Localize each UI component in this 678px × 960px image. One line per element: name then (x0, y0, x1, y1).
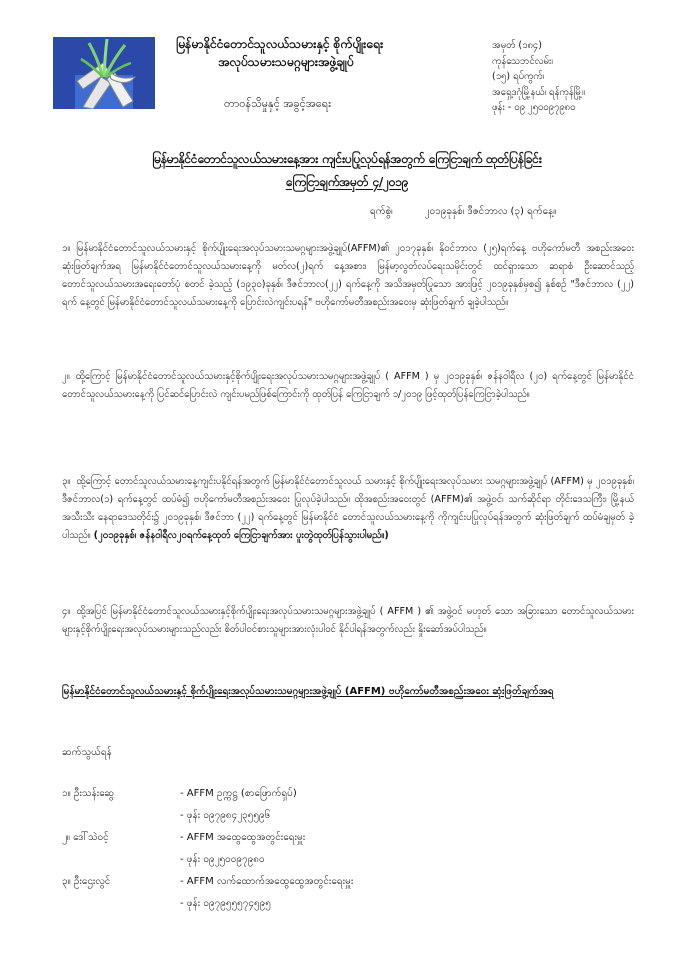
paragraph-number: ၄။ (62, 606, 71, 617)
contact-role: - AFFM ဥက္ကဋ္ဌ (စာဖြောက်ရှပ်) (180, 788, 297, 799)
address-block (492, 38, 672, 116)
paragraph-3 (62, 473, 634, 545)
signature-statement: မြန်မာနိုင်ငံတောင်သူလယ်သမားနှင့် စိုက်ပျိုးရေးအလုပ်သမားသမဂ္ဂများအဖွဲ့ချုပ် (AFFM) ဗဟိုကော်မတီအစည်းအဝေး ဆုံးဖြတ်ချက်အရ (62, 686, 554, 697)
contact-phone: - ဖုန်း ၀၉၂၅၀၀၉၇၉၈၀ (180, 854, 265, 865)
contact-name: ၂။ ဒေါ်သဲဝင့် (62, 832, 109, 843)
address-line: ကုန်သေဘင်လမ်း၊ (492, 55, 553, 67)
contact-role: - AFFM အထွေထွေအတွင်းရေးမှူး (180, 832, 306, 843)
organization-motto: တာဝန်သိမှုနှင့် အခွင့်အရေး (224, 97, 331, 110)
document-date (370, 204, 556, 219)
paragraph-number: ၃။ (62, 476, 71, 487)
paragraph-text: ထို့ကြောင့် တောင်သူလယ်သမားနေ့ကျင်းပနိုင်ရန်အတွက် မြန်မာနိုင်ငံတောင်သူလယ် သမားနှင့် စိုက်ပျိုးရေးအလုပ်သမား သမဂ္ဂများအဖွဲ့ချုပ် (AFFM) မှ ၂၀၁၉ခုနှစ်၊ ဒီဇင်ဘာလ(၁) ရက်နေ့တွင် ထပ်မံ၍ ဗဟိုကော်မတီအစည်းအဝေး ပြုလုပ်ခဲ့ပါသည်။ ထိုအစည်းအဝေးတွင် (AFFM)၏ အဖွဲ့ဝင်၊ သက်ဆိုင်ရာ တိုင်းဒေသကြီး၊ မြို့နယ်အသီးသီး နေရာဒေသတိုင်း၌ ၂၀၁၉ခုနှစ်၊ ဒီဇင်ဘာ (၂၂) ရက်နေ့တွင် မြန်မာနိုင်ငံ တောင်သူလယ်သမားနေ့ကို ကိုကျင်းပပြုလုပ်ရန်အတွက် ဆုံးဖြတ်ချက် ထပ်မံချမှတ် ခဲ့ပါသည်။ (62, 476, 634, 541)
paragraph-text: ထို့အပြင် မြန်မာနိုင်ငံတောင်သူလယ်သမားနှင့်စိုက်ပျိုးရေးအလုပ်သမားသမဂ္ဂများအဖွဲ့ချုပ် ( AFFM ) ၏ အဖွဲ့ဝင် မဟုတ် သော အခြားသော တောင်သူလယ်သမားများနှင့်စိုက်ပျိုးရေးအလုပ်သမားများသည်လည်း စိတ်ပါဝင်စားသူများအားလုံးပါဝင် နိုင်ပါရန်အတွက်လည်း နှိုးဆော်အပ်ပါသည်။ (62, 606, 634, 635)
contact-role: - AFFM လက်ထောက်အထွေထွေအတွင်းရေးမှူး (180, 876, 354, 887)
contact-phone: - ဖုန်း ၀၉၇၉၅၅၅၇၄၅၉၅ (180, 898, 271, 909)
paragraph-bold-note: (၂၀၁၉ခုနှစ်၊ ဇန်နဝါရီလ၂၀ရက်နေ့ထုတ် ကြေငြာချက်အား ပူးတွဲထုတ်ပြန်သွားပါမည်။) (93, 530, 389, 541)
contact-name: ၃။ ဦးဌေးလွင် (62, 876, 111, 887)
paragraph-text: ထို့ကြောင့် မြန်မာနိုင်ငံတောင်သူလယ်သမားနှင့်စိုက်ပျိုးရေးအလုပ်သမားသမဂ္ဂများအဖွဲ့ချုပ် ( AFFM ) မှ ၂၀၁၉ခုနှစ်၊ ဇန်နဝါရီလ (၂၀) ရက်နေ့တွင် မြန်မာနိုင်ငံတောင်သူလယ်သမားနေ့ကို ပြင်ဆင်ပြောင်းလဲ ကျင်းပမည်ဖြစ်ကြောင်းကို ထုတ်ပြန် ကြေငြာချက် ၁/၂၀၁၉ ဖြင့်ထုတ်ပြန်ကြေငြာခဲ့ပါသည်။ (62, 371, 634, 400)
paragraph-1 (62, 240, 634, 312)
date-value: ၂၀၁၉ခုနှစ်၊ ဒီဇင်ဘာလ (၃) ရက်နေ့။ (424, 206, 557, 217)
organization-header (176, 35, 466, 112)
date-label: ရက်စွဲ၊ (370, 206, 393, 217)
address-line: အရှေ့ဒဂုံမြို့နယ်၊ ရန်ကုန်မြို့။ (492, 86, 586, 98)
paragraph-text: မြန်မာနိုင်ငံတောင်သူလယ်သမားနှင့် စိုက်ပျိုးရေးအလုပ်သမားသမဂ္ဂများအဖွဲ့ချုပ်(AFFM)၏ ၂၀၁၇ခုနှစ်၊ နိုဝင်ဘာလ (၂၅)ရက်နေ့ ဗဟိုကော်မတီ အစည်းအဝေးဆုံးဖြတ်ချက်အရ မြန်မာနိုင်ငံတောင်သူလယ်သမားနေ့ကို မတ်လ(၂)ရက် နေ့အစား၊ မြန်မာ့လွတ်လပ်ရေးသမိုင်းတွင် ထင်ရှားသော ဆရာစံ ဦးဆောင်သည့် တောင်သူလယ်သမားအရေးတော်ပုံ စတင် ခဲ့သည့် (၁၉၃၀)ခုနှစ်၊ ဒီဇင်ဘာလ(၂၂) ရက်နေ့ကို အသိအမှတ်ပြုသော အားဖြင့် ၂၀၁၉ခုနှစ်မှစ၍ နှစ်စဉ် "ဒီဇင်ဘာလ (၂၂) ရက် နေ့တွင် မြန်မာနိုင်ငံတောင်သူလယ်သမားနေ့ကို ပြောင်းလဲကျင်းပရန်" ဗဟိုကော်မတီအစည်းအဝေးမှ ဆုံးဖြတ်ချက် ချခဲ့ပါသည်။ (62, 243, 634, 308)
contact-phone: - ဖုန်း ၀၉၇၉၈၄၂၃၅၅၉၆ (180, 810, 271, 821)
address-line: (၁၅) ရပ်ကွက်၊ (492, 71, 545, 82)
phone-line: ဖုန်း - ၀၉ ၂၅၀၀၉၇၉၈၀ (492, 102, 576, 113)
contact-heading: ဆက်သွယ်ရန် (62, 747, 112, 758)
paragraph-number: ၁။ (62, 243, 71, 254)
paragraph-4 (62, 603, 634, 639)
paragraph-2 (62, 368, 634, 404)
title-line1: မြန်မာနိုင်ငံတောင်သူလယ်သမားနေ့အား ကျင်းပပြုလုပ်ရန်အတွက် ကြေငြာချက် ထုတ်ပြန်ခြင်း (152, 152, 542, 166)
organization-name-line2: အလုပ်သမားသမဂ္ဂများအဖွဲ့ချုပ် (218, 54, 354, 69)
document-title (62, 148, 632, 194)
organization-logo (53, 37, 155, 109)
address-line: အမှတ် (၁၈၄) (492, 40, 542, 51)
organization-name-line1: မြန်မာနိုင်ငံတောင်သူလယ်သမားနှင့် စိုက်ပျိုးရေး (176, 36, 384, 51)
paragraph-number: ၂။ (62, 371, 70, 382)
contact-name: ၁။ ဦးသန်းဆွေ (62, 788, 115, 799)
announcement-number: ကြေငြာချက်အမှတ် ၄/၂၀၁၉ (285, 175, 409, 189)
